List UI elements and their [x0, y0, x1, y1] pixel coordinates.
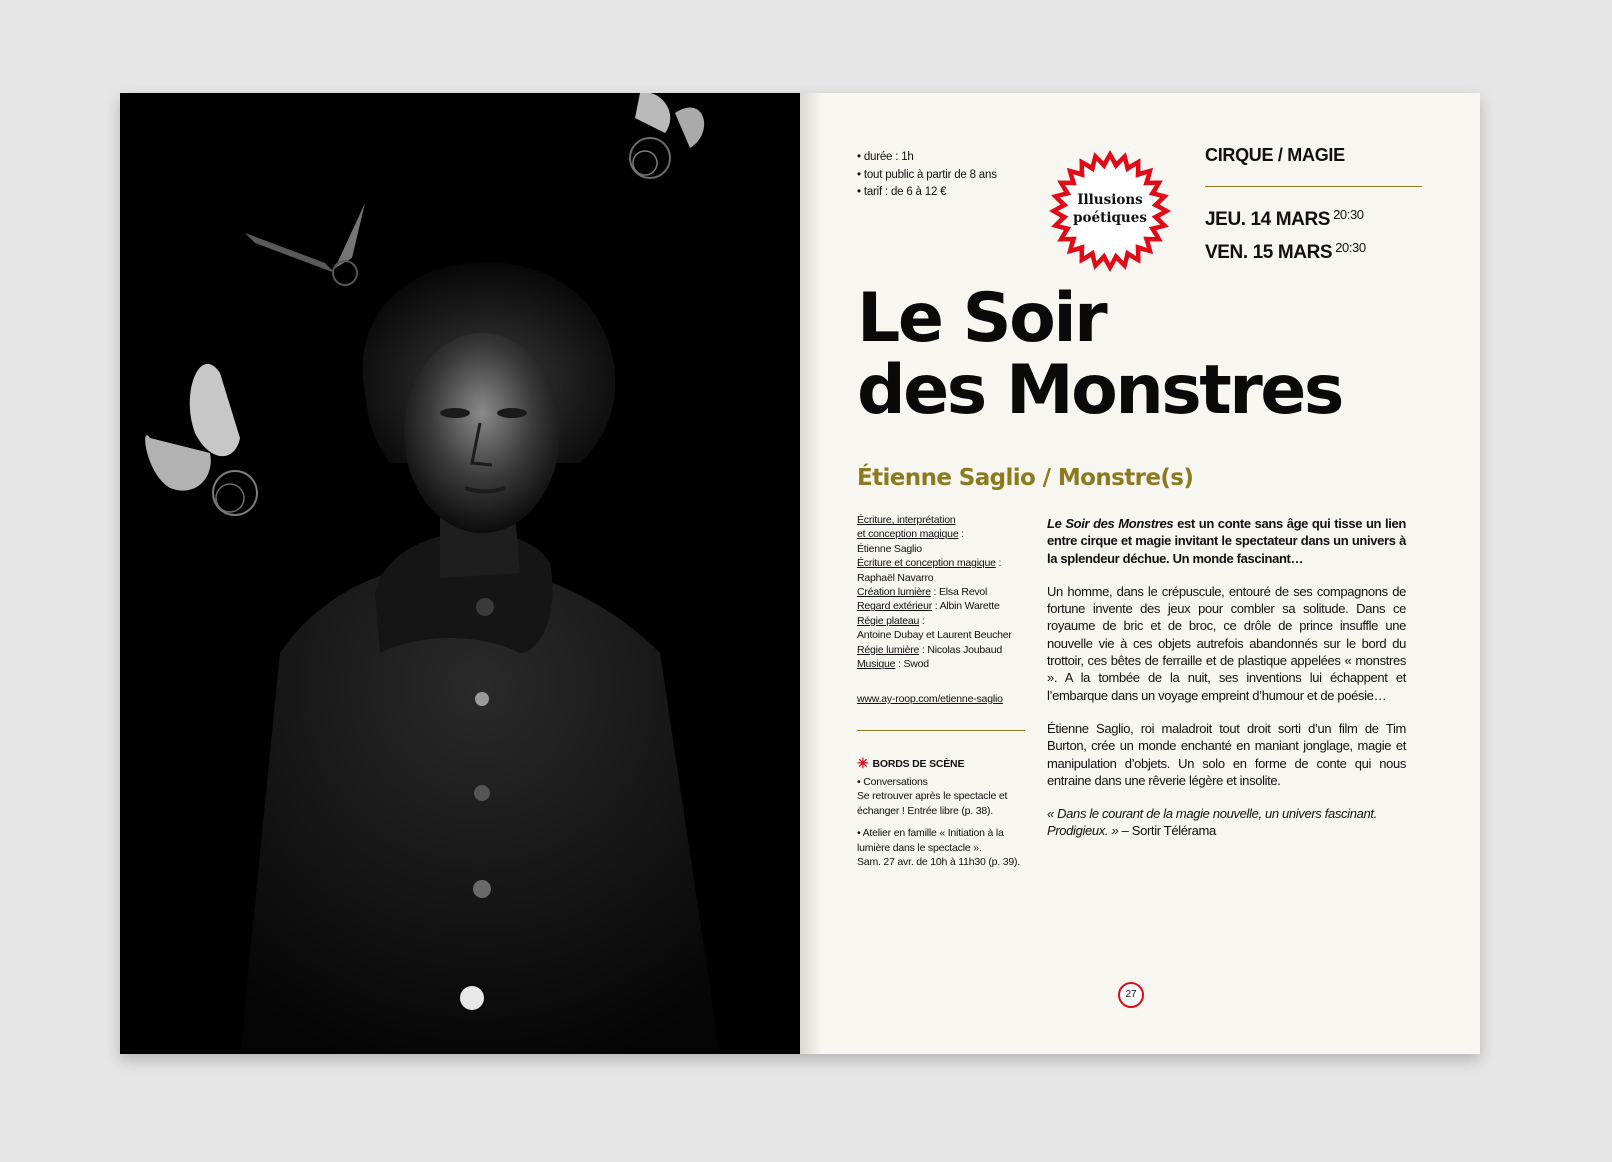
credit-line: Régie plateau :: [857, 614, 925, 627]
page-number: 27: [1118, 982, 1144, 1008]
credit-line: Regard extérieur : Albin Warette: [857, 600, 1000, 613]
performance-dates: [1205, 201, 1366, 267]
date-day: JEU. 14 MARS: [1205, 209, 1331, 230]
show-title: [857, 279, 1342, 430]
company-website-link[interactable]: www.ay-roop.com/etienne-saglio: [857, 693, 1003, 705]
credit-line: Musique : Swod: [857, 658, 929, 671]
body-paragraph: Un homme, dans le crépuscule, entouré de ses compagnons de fortune invente des jeux pour combler sa solitude. Dans ce royaume de bric et de broc, ce drôle de prince insuffle une nouvelle vie à ces objets autrefois abandonnés sur le bord du trottoir, ces bêtes de ferraille et de plastique appelées « monstres ». A la tombée de la nuit, ses inventions lui échappent et l’embarque dans un voyage empreint d’humour et de poésie…: [1047, 583, 1406, 703]
performer-photo-illustration: [120, 93, 800, 1054]
practical-info: [857, 149, 997, 202]
title-line1: Le Soir: [857, 279, 1106, 358]
badge-line1: Illusions: [1077, 192, 1143, 208]
category-label: CIRQUE / MAGIE: [1205, 145, 1345, 165]
category-divider: [1205, 186, 1422, 187]
credits-divider: [857, 730, 1025, 731]
body-paragraph: Étienne Saglio, roi maladroit tout droit sorti d’un film de Tim Burton, crée un monde enchanté en maniant jonglage, magie et manipulation d’objets. Un solo en forme de conte qui nous entraine dans une rêverie légère et insolite.: [1047, 720, 1406, 788]
date-time: 20:30: [1333, 207, 1364, 222]
date-row: [1205, 234, 1366, 267]
credit-line: Écriture et conception magique :: [857, 557, 1002, 570]
credit-line: Création lumière : Elsa Revol: [857, 586, 988, 599]
credit-line: Régie lumière : Nicolas Joubaud: [857, 643, 1002, 656]
date-day: VEN. 15 MARS: [1205, 242, 1333, 263]
credit-line: Antoine Dubay et Laurent Beucher: [857, 629, 1012, 642]
booklet-spread: [120, 93, 1480, 1054]
press-quote: « Dans le courant de la magie nouvelle, un univers fascinant. Prodigieux. » – Sortir Télérama: [1047, 806, 1377, 839]
bords-item: • Atelier en famille « Initiation à la lumière dans le spectacle ». Sam. 27 avr. de 10h à 11h30 (p. 39).: [857, 827, 1021, 869]
gutter-shadow: [800, 93, 822, 1054]
intro-paragraph: Le Soir des Monstres est un conte sans âge qui tisse un lien entre cirque et magie invitant le spectateur dans un univers à la splendeur déchue. Un monde fascinant…: [1047, 516, 1407, 566]
artist-company: Étienne Saglio / Monstre(s): [857, 465, 1194, 491]
credit-line: Raphaël Navarro: [857, 571, 934, 584]
title-line2: des Monstres: [857, 351, 1342, 430]
quote-source: – Sortir Télérama: [1118, 823, 1216, 839]
badge-label: [1048, 191, 1172, 227]
programme-page: [800, 93, 1480, 1054]
credit-line: Étienne Saglio: [857, 542, 922, 555]
credit-line: et conception magique :: [857, 528, 964, 541]
info-duration: • durée : 1h: [857, 149, 997, 167]
badge-line2: poétiques: [1073, 210, 1147, 226]
bords-item: • Conversations Se retrouver après le spectacle et échanger ! Entrée libre (p. 38).: [857, 776, 1008, 817]
credit-line: Écriture, interprétation: [857, 514, 956, 526]
credits-list: [857, 513, 1037, 671]
date-time: 20:30: [1335, 240, 1366, 255]
intro-title: Le Soir des Monstres: [1047, 516, 1174, 531]
performer-photo: [120, 93, 800, 1054]
asterisk-icon: ✳: [857, 755, 869, 771]
info-audience: • tout public à partir de 8 ans: [857, 167, 997, 185]
description-text: [1047, 515, 1406, 856]
illusions-badge: [1048, 149, 1172, 273]
date-row: [1205, 201, 1366, 234]
bords-de-scene-heading: ✳ BORDS DE SCÈNE: [857, 755, 965, 771]
info-price: • tarif : de 6 à 12 €: [857, 184, 997, 202]
bords-de-scene-list: [857, 775, 1035, 877]
